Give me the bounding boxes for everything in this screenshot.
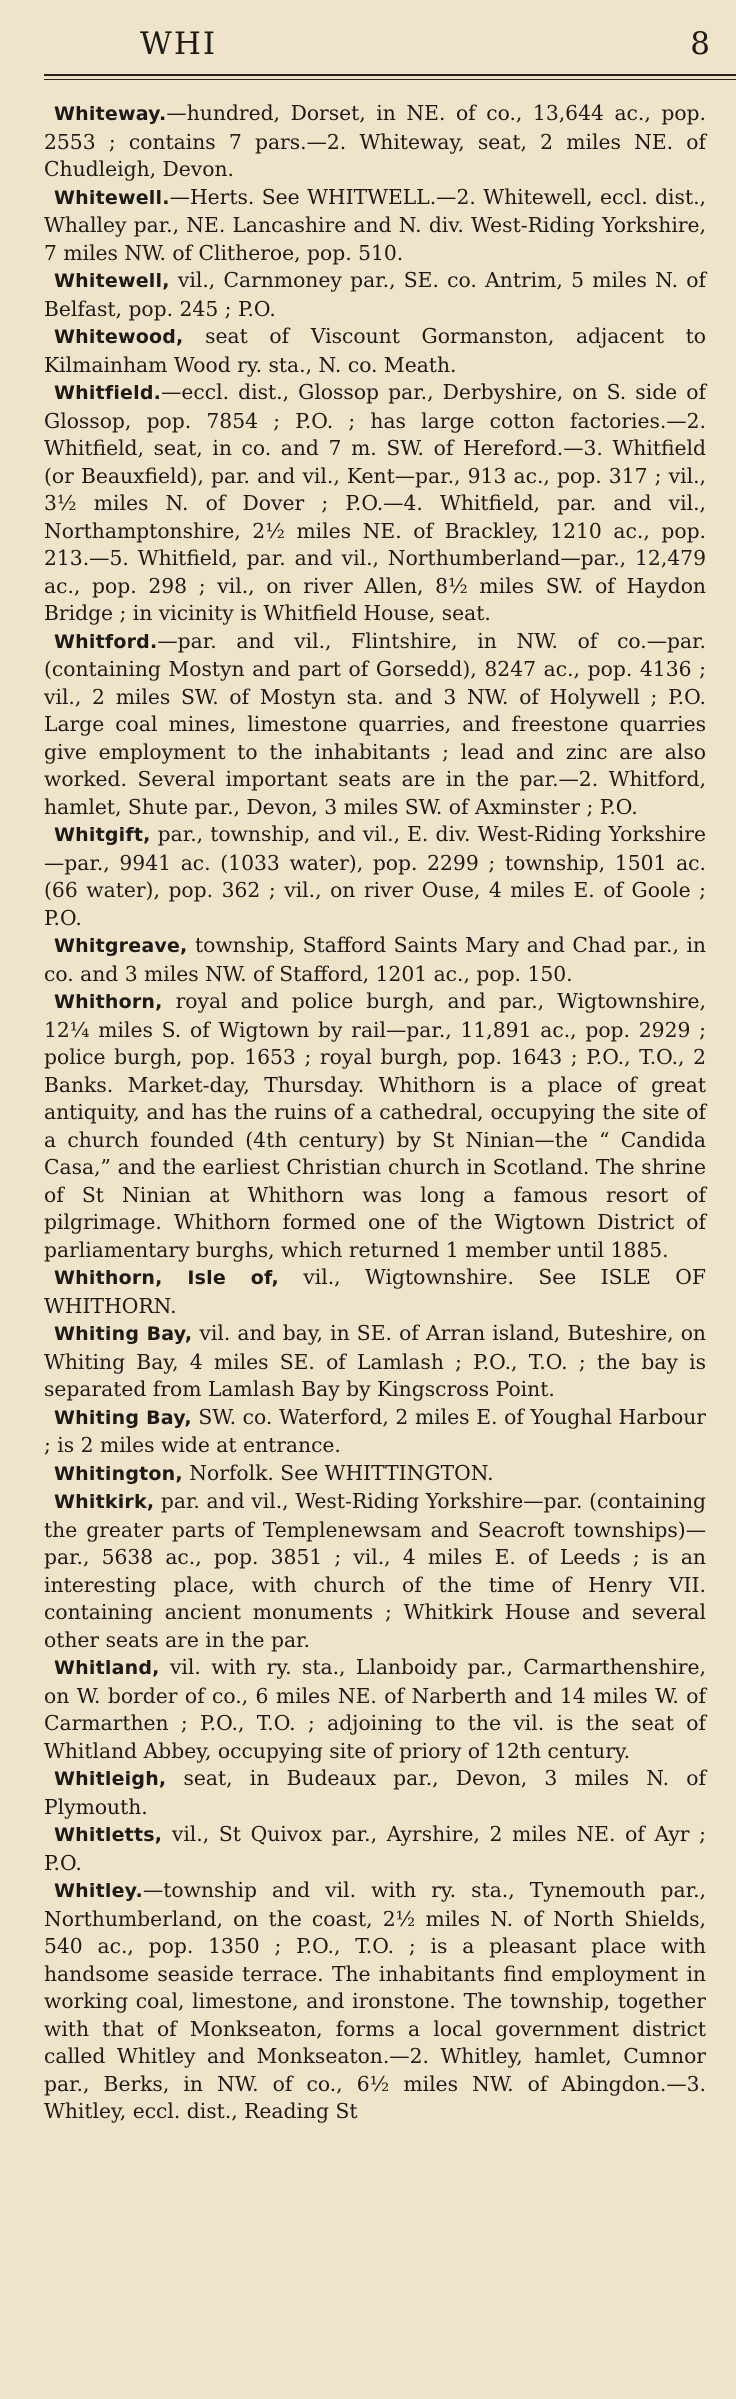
running-head-word: WHI xyxy=(140,26,218,62)
entry-whitland xyxy=(44,1654,706,1765)
entry-list xyxy=(44,84,706,2126)
entry-term: Whiting Bay, xyxy=(54,1406,192,1429)
running-header xyxy=(44,0,710,84)
entry-whitleigh xyxy=(44,1765,706,1821)
entry-term: Whitford. xyxy=(54,630,158,653)
entry-whiting-bay-waterford xyxy=(44,1404,706,1460)
entry-text: par. and vil., West-Riding Yorkshire—par. (containing the greater parts of Templenewsam and Seacroft townships)—par., 5638 ac., pop. 3851 ; vil., 4 miles E. of Leeds ; is an interesting place, with church of the time of Henry VII. containing ancient monuments ; Whitkirk House and several other seats are in the par. xyxy=(44,1489,706,1652)
entry-term: Whitland, xyxy=(54,1657,160,1679)
entry-whitington xyxy=(44,1460,706,1489)
entry-term: Whitington, xyxy=(54,1462,183,1485)
entry-text: vil., Wigtownshire. See ISLE OF WHITHORN. xyxy=(44,1265,706,1318)
entry-text: —par. and vil., Flintshire, in NW. of co.—par. (containing Mostyn and part of Gorsedd), 8247 ac., pop. 4136 ; vil., 2 miles SW. of Mostyn sta. and 3 NW. of Holywell ; P.O. Large coal mines, limestone quarries, and freestone quarries give employment to the inhabitants ; lead and zinc are also worked. Several important seats are in the par.—2. Whitford, hamlet, Shute par., Devon, 3 miles SW. of Axminster ; P.O. xyxy=(44,628,706,819)
entry-term: Whiting Bay, xyxy=(54,1323,193,1345)
entry-whitkirk xyxy=(44,1488,706,1654)
entry-whitgift xyxy=(44,821,706,932)
entry-text: vil., St Quivox par., Ayrshire, 2 miles NE. of Ayr ; P.O. xyxy=(44,1822,706,1875)
entry-text: —eccl. dist., Glossop par., Derbyshire, on S. side of Glossop, pop. 7854 ; P.O. ; has large cotton factories.—2. Whitfield, seat, in co. and 7 m. SW. of Hereford.—3. Whitfield (or Beauxfield), par. and vil., Kent—par., 913 ac., pop. 317 ; vil., 3½ miles N. of Dover ; P.O.—4. Whitfield, par. and vil., Northamptonshire, 2½ miles NE. of Brackley, 1210 ac., pop. 213.—5. Whitfield, par. and vil., Northumberland—par., 12,479 ac., pop. 298 ; vil., on river Allen, 8½ miles SW. of Haydon Bridge ; in vicinity is Whitfield House, seat. xyxy=(44,380,706,625)
entry-term: Whitgift, xyxy=(54,824,151,846)
entry-term: Whitley. xyxy=(54,1880,143,1902)
entry-text: vil. with ry. sta., Llanboidy par., Carmarthenshire, on W. border of co., 6 miles NE. of Narberth and 14 miles W. of Carmarthen ; P.O., T.O. ; adjoining to the vil. is the seat of Whitland Abbey, occupying site of priory of 12th century. xyxy=(44,1655,706,1763)
entry-whithorn xyxy=(44,988,706,1264)
entry-term: Whithorn, xyxy=(54,991,163,1013)
header-rule-thin xyxy=(44,79,736,80)
page-number: 8 xyxy=(690,26,710,62)
entry-text: seat, in Budeaux par., Devon, 3 miles N. of Plymouth. xyxy=(44,1766,706,1819)
entry-term: Whitfield. xyxy=(54,382,162,404)
entry-text: vil. and bay, in SE. of Arran island, Buteshire, on Whiting Bay, 4 miles SE. of Lamlash ; P.O., T.O. ; the bay is separated from Lamlash Bay by Kingscross Point. xyxy=(44,1321,706,1401)
entry-term: Whitgreave, xyxy=(54,935,188,957)
entry-whiteway xyxy=(44,100,706,184)
entry-whitewell-herts xyxy=(44,184,706,268)
entry-text: par., township, and vil., E. div. West-Riding Yorkshire—par., 9941 ac. (1033 water), pop. 2299 ; township, 1501 ac. (66 water), pop. 362 ; vil., on river Ouse, 4 miles E. of Goole ; P.O. xyxy=(44,822,706,930)
entry-whiting-bay-arran xyxy=(44,1320,706,1404)
entry-text: Norfolk. See WHITTINGTON. xyxy=(182,1460,494,1485)
entry-whithorn-isle xyxy=(44,1264,706,1320)
entry-term: Whitleigh, xyxy=(54,1768,167,1790)
header-rule xyxy=(44,74,736,76)
entry-whitfield xyxy=(44,379,706,628)
entry-text: township, Stafford Saints Mary and Chad par., in co. and 3 miles NW. of Stafford, 1201 ac., pop. 150. xyxy=(44,933,706,986)
entry-text: —township and vil. with ry. sta., Tynemouth par., Northumberland, on the coast, 2½ miles N. of North Shields, 540 ac., pop. 1350 ; P.O., T.O. ; is a pleasant place with handsome seaside terrace. The inhabitants find employment in working coal, limestone, and ironstone. The township, together with that of Monkseaton, forms a local government district called Whitley and Monkseaton.—2. Whitley, hamlet, Cumnor par., Berks, in NW. of co., 6½ miles NW. of Abingdon.—3. Whitley, eccl. dist., Reading St xyxy=(44,1878,706,2123)
entry-term: Whitkirk, xyxy=(54,1491,155,1513)
entry-whitletts xyxy=(44,1821,706,1877)
entry-whitford xyxy=(44,628,706,822)
entry-whitewood xyxy=(44,323,706,379)
entry-text: seat of Viscount Gormanston, adjacent to Kilmainham Wood ry. sta., N. co. Meath. xyxy=(44,324,706,377)
entry-term: Whiteway. xyxy=(54,103,167,125)
entry-whitewell-antrim xyxy=(44,267,706,323)
entry-term: Whitewell. xyxy=(54,186,170,209)
entry-text: vil., Carnmoney par., SE. co. Antrim, 5 miles N. of Belfast, pop. 245 ; P.O. xyxy=(44,268,706,321)
entry-term: Whithorn, Isle of, xyxy=(54,1267,279,1289)
entry-term: Whitletts, xyxy=(54,1824,163,1846)
entry-term: Whitewell, xyxy=(54,270,170,292)
entry-whitley xyxy=(44,1877,706,2126)
entry-text: royal and police burgh, and par., Wigtownshire, 12¼ miles S. of Wigtown by rail—par., 11,891 ac., pop. 2929 ; police burgh, pop. 1653 ; royal burgh, pop. 1643 ; P.O., T.O., 2 Banks. Market-day, Thursday. Whithorn is a place of great antiquity, and has the ruins of a cathedral, occupying the site of a church founded (4th century) by St Ninian—the “ Candida Casa,” and the earliest Christian church in Scotland. The shrine of St Ninian at Whithorn was long a famous resort of pilgrimage. Whithorn formed one of the Wigtown District of parliamentary burghs, which returned 1 member until 1885. xyxy=(44,989,706,1262)
entry-text: —hundred, Dorset, in NE. of co., 13,644 ac., pop. 2553 ; contains 7 pars.—2. Whiteway, seat, 2 miles NE. of Chudleigh, Devon. xyxy=(44,101,706,181)
entry-text: —Herts. See WHITWELL.—2. Whitewell, eccl. dist., Whalley par., NE. Lancashire and N. div. West-Riding Yorkshire, 7 miles NW. of Clitheroe, pop. 510. xyxy=(44,184,706,265)
entry-text: SW. co. Waterford, 2 miles E. of Youghal Harbour ; is 2 miles wide at entrance. xyxy=(44,1404,706,1457)
entry-term: Whitewood, xyxy=(54,326,184,348)
entry-whitgreave xyxy=(44,932,706,988)
